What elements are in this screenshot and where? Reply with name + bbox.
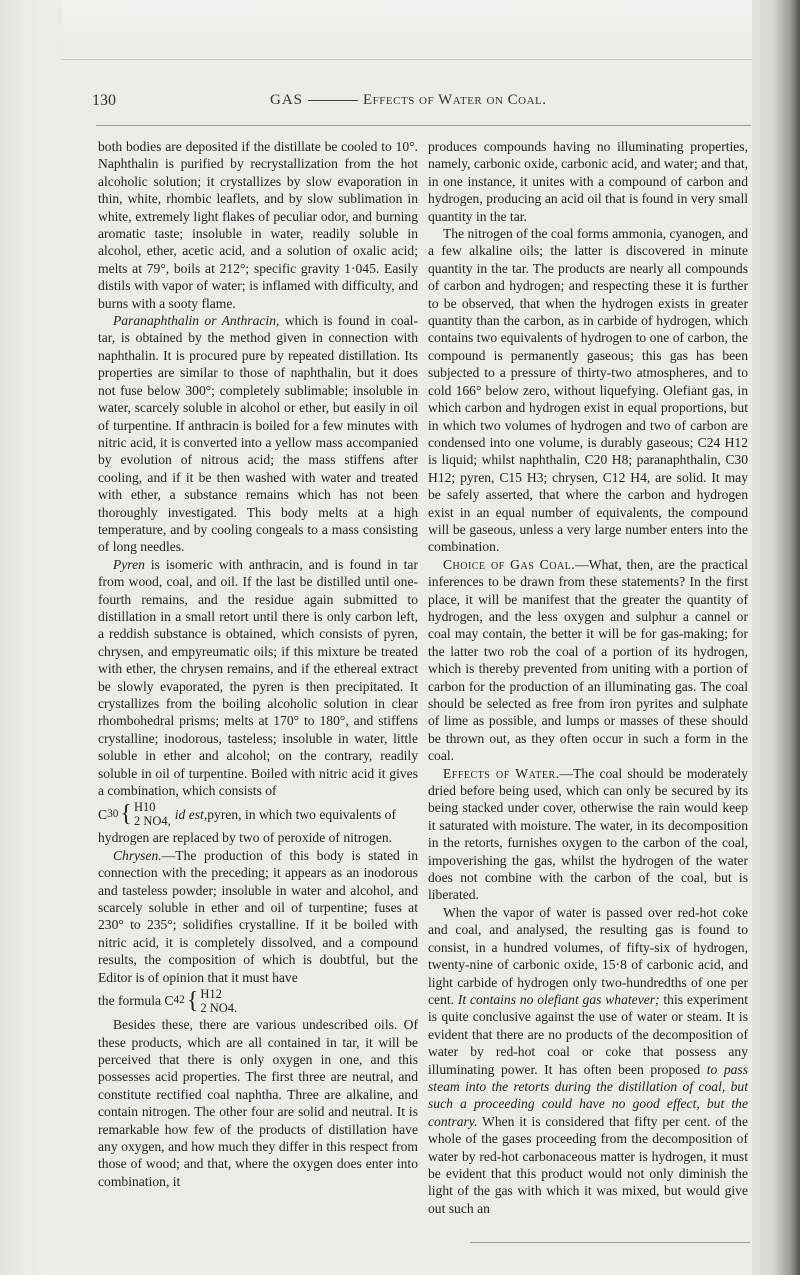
formula-subscript: 42 bbox=[173, 994, 185, 1007]
text-anthracin: which is found in coal-tar, is obtained by the method given in connection with naphthalin. It is procured pure by repeated distillation. Its properties are similar to those of naphthalin, but it does not fuse below 300°; completely sublimable; insoluble in water, scarcely soluble in alcohol or ether, but easily in oil of turpentine. If anthracin is boiled for a few minutes with nitric acid, it is converted into a yellow mass accompanied by evolution of nitrous acid; the mass stiffens after cooling, and if it be then washed with water and treated with ether, a substance remains which has not been thoroughly investigated. This body melts at a high temperature, and by cooling congeals to a mass consisting of long needles. bbox=[98, 313, 418, 555]
page-left-margin bbox=[0, 0, 62, 1275]
formula-bottom: 2 NO4, bbox=[133, 814, 171, 829]
paragraph-oxygen-compounds: produces compounds having no illuminating properties, namely, carbonic oxide, carbonic acid, and water; and that, in one instance, it unites with a compound of carbon and hydrogen, producing an acid oil that is found in very small quantity in the tar. bbox=[428, 139, 748, 224]
formula-trailing-text: pyren, in which two equivalents of bbox=[207, 806, 396, 822]
formula-stack bbox=[200, 987, 237, 1015]
term-anthracin: Paranaphthalin or Anthracin, bbox=[112, 313, 280, 329]
formula-chrysen-nitro bbox=[98, 987, 418, 1015]
paragraph-steam-experiment bbox=[428, 904, 748, 1217]
text-steam-italic-2: to pass steam into the retorts during the distillation of coal, but such a proceeding could have no good effect, but the contrary. bbox=[428, 1061, 748, 1129]
running-head-right: Effects of Water on Coal. bbox=[363, 92, 547, 108]
text-steam-b: this experiment is quite conclusive against the use of water or steam. It is evident that there are no products of the decomposition of water by red-hot coal or coke that possess any illuminating power. It has often been proposed bbox=[428, 991, 748, 1077]
page-header bbox=[92, 92, 742, 116]
page-number: 130 bbox=[92, 92, 116, 109]
paragraph-nitrogen: The nitrogen of the coal forms ammonia, cyanogen, and a few alkaline oils; the latter is discovered in minute quantity in the tar. The products are nearly all compounds of carbon and hydrogen; and respecting these it is further to be observed, that when the hydrogen exists in greater quantity than the carbon, as in carbide of hydrogen, which contains two equivalents of hydrogen to one of carbon, the compound is permanently gaseous; this gas has been subjected to a pressure of thirty-two atmospheres, and to cold 166° below zero, without liquefying. Olefiant gas, in which carbon and hydrogen exist in equal proportions, but in which two volumes of hydrogen and two of carbon are condensed into one volume, is durably gaseous; C24 H12 is liquid; whilst naphthalin, C20 H8; paranaphthalin, C30 H12; pyren, C15 H3; chrysen, C12 H4, are solid. It may be safely asserted, that where the carbon and hydrogen exist in an equal number of equivalents, the compound will be gaseous, unless a very large number enters into the combination. bbox=[428, 226, 748, 555]
section-heading-water: Effects of Water. bbox=[442, 765, 560, 781]
left-column bbox=[98, 138, 418, 1190]
term-pyren: Pyren bbox=[112, 556, 145, 572]
header-rule bbox=[96, 125, 751, 126]
section-heading-choice: Choice of Gas Coal. bbox=[442, 556, 576, 572]
text-pyren: is isomeric with anthracin, and is found in tar from wood, coal, and oil. If the last be distilled until one-fourth remains, and the residue again submitted to distillation in a small retort until there is only carbon left, a reddish substance is obtained, which consists of pyren, chrysen, and empyreumatic oils; if this mixture be treated with ether, the chrysen remains, and if the ethereal extract be slowly evaporated, the pyren is then precipitated. It crystallizes from the boiling alcoholic solution in clear rhombohedral prisms; melts at 170° to 180°, and stiffens crystalline; inodorous, tasteless; insoluble in water, little soluble in ether and alcohol; on the contrary, readily soluble in oil of turpentine. Boiled with nitric acid it gives a combination, which consists of bbox=[98, 556, 418, 799]
page-right-edge-shadow bbox=[752, 0, 800, 1275]
formula-subscript: 30 bbox=[107, 807, 119, 820]
paragraph-pyren-end: hydrogen are replaced by two of peroxide of nitrogen. bbox=[98, 830, 393, 846]
paragraph-chrysen bbox=[98, 847, 418, 986]
page-top-margin bbox=[0, 0, 800, 66]
text-choice: —What, then, are the practical inferences to be drawn from these statements? In the first place, it will be manifest that the greater the quantity of hydrogen, and the less oxygen and sulphur a cannel or coal may contain, the better it will be for gas-making; for the latter two rob the coal of a portion of its hydrogen, which is thereby prevented from uniting with a portion of carbon for the production of an illuminating gas. The coal should be selected as free from iron pyrites and sulphate of lime as possible, and lumps or masses of these should be thrown out, as they often occur in such a form in the coal. bbox=[428, 556, 748, 764]
text-water: —The coal should be moderately dried before being used, which can only be secured by its being stacked under cover, otherwise the rain would keep it saturated with moisture. The water, in its decomposition in the retorts, furnishes oxygen to the carbon of the coal, impoverishing the gas, whilst the hydrogen of the water does not combine with the carbon of the coal, but is liberated. bbox=[428, 765, 748, 903]
paragraph-effects-of-water bbox=[428, 765, 748, 904]
paragraph-anthracin bbox=[98, 312, 418, 556]
formula-symbol: C bbox=[98, 806, 108, 822]
running-head-dash bbox=[308, 100, 358, 101]
paragraph-pyren bbox=[98, 556, 418, 800]
paragraph-other-oils: Besides these, there are various undescribed oils. Of these products, which are all contained in tar, it will be perceived that there is only oxygen in one, and this possesses acid properties. The first three are neutral, and constitute rectified coal naphtha. Three are alkaline, and contain nitrogen. The other four are solid and neutral. It is remarkable how few of the products of distillation have any oxygen, and how much they differ in this respect from those of wood; and that, where the oxygen does enter into combination, it bbox=[98, 1017, 418, 1189]
formula-lead: the formula C bbox=[98, 993, 174, 1009]
formula-pyren-nitro bbox=[98, 800, 418, 828]
text-steam-italic: It contains no olefiant gas whatever; bbox=[457, 991, 660, 1007]
right-column bbox=[428, 138, 748, 1217]
formula-id-est: id est, bbox=[174, 806, 208, 822]
formula-top: H12 bbox=[200, 987, 222, 1002]
formula-top: H10 bbox=[133, 800, 156, 815]
footer-rule bbox=[470, 1242, 750, 1243]
paragraph-choice-of-gas-coal bbox=[428, 556, 748, 765]
formula-stack bbox=[134, 800, 171, 828]
paragraph-naphthalin: both bodies are deposited if the distillate be cooled to 10°. Naphthalin is purified by recrystallization from the hot alcoholic solution; it crystallizes by slow evaporation in thin, white, rhombic leaflets, and by slow sublimation in white, extremely light flakes of peculiar odor, and burning aromatic taste; insoluble in water, readily soluble in alcohol, ether, acetic acid, and a solution of oxalic acid; melts at 79°, boils at 212°; specific gravity 1·045. Easily distils with vapor of water; is inflamed with difficulty, and burns with a sooty flame. bbox=[98, 139, 418, 311]
running-head bbox=[270, 92, 547, 109]
running-head-left: GAS bbox=[270, 92, 304, 108]
text-steam-c: When it is considered that fifty per cent. of the whole of the gases proceeding from the decomposition of water by red-hot carbonaceous matter is hydrogen, it must be evident that this product would not only diminish the light of the gas with which it was mixed, but would give out such an bbox=[428, 1113, 748, 1216]
term-chrysen: Chrysen. bbox=[112, 847, 162, 863]
formula-bottom: 2 NO4. bbox=[200, 1001, 238, 1016]
text-chrysen: —The production of this body is stated in connection with the preceding; it appears as an inodorous and tasteless powder; insoluble in water and alcohol, and scarcely soluble in ether and oil of turpentine; fuses at 230° to 235°; solidifies crystalline. If it be boiled with nitric acid, it is completely dissolved, and a compound results, the composition of which is doubtful, but the Editor is of opinion that it must have bbox=[98, 847, 418, 985]
formula-brace: { bbox=[120, 801, 132, 828]
formula-brace: { bbox=[186, 988, 199, 1015]
text-steam-a: When the vapor of water is passed over red-hot coke and coal, and analysed, the resulting gas is found to consist, in a hundred volumes, of fifty-six of hydrogen, twenty-nine of carbonic oxide, 15·8 of carbonic acid, and light carbide of hydrogen only two-hundredths of one per cent. bbox=[428, 904, 748, 1007]
